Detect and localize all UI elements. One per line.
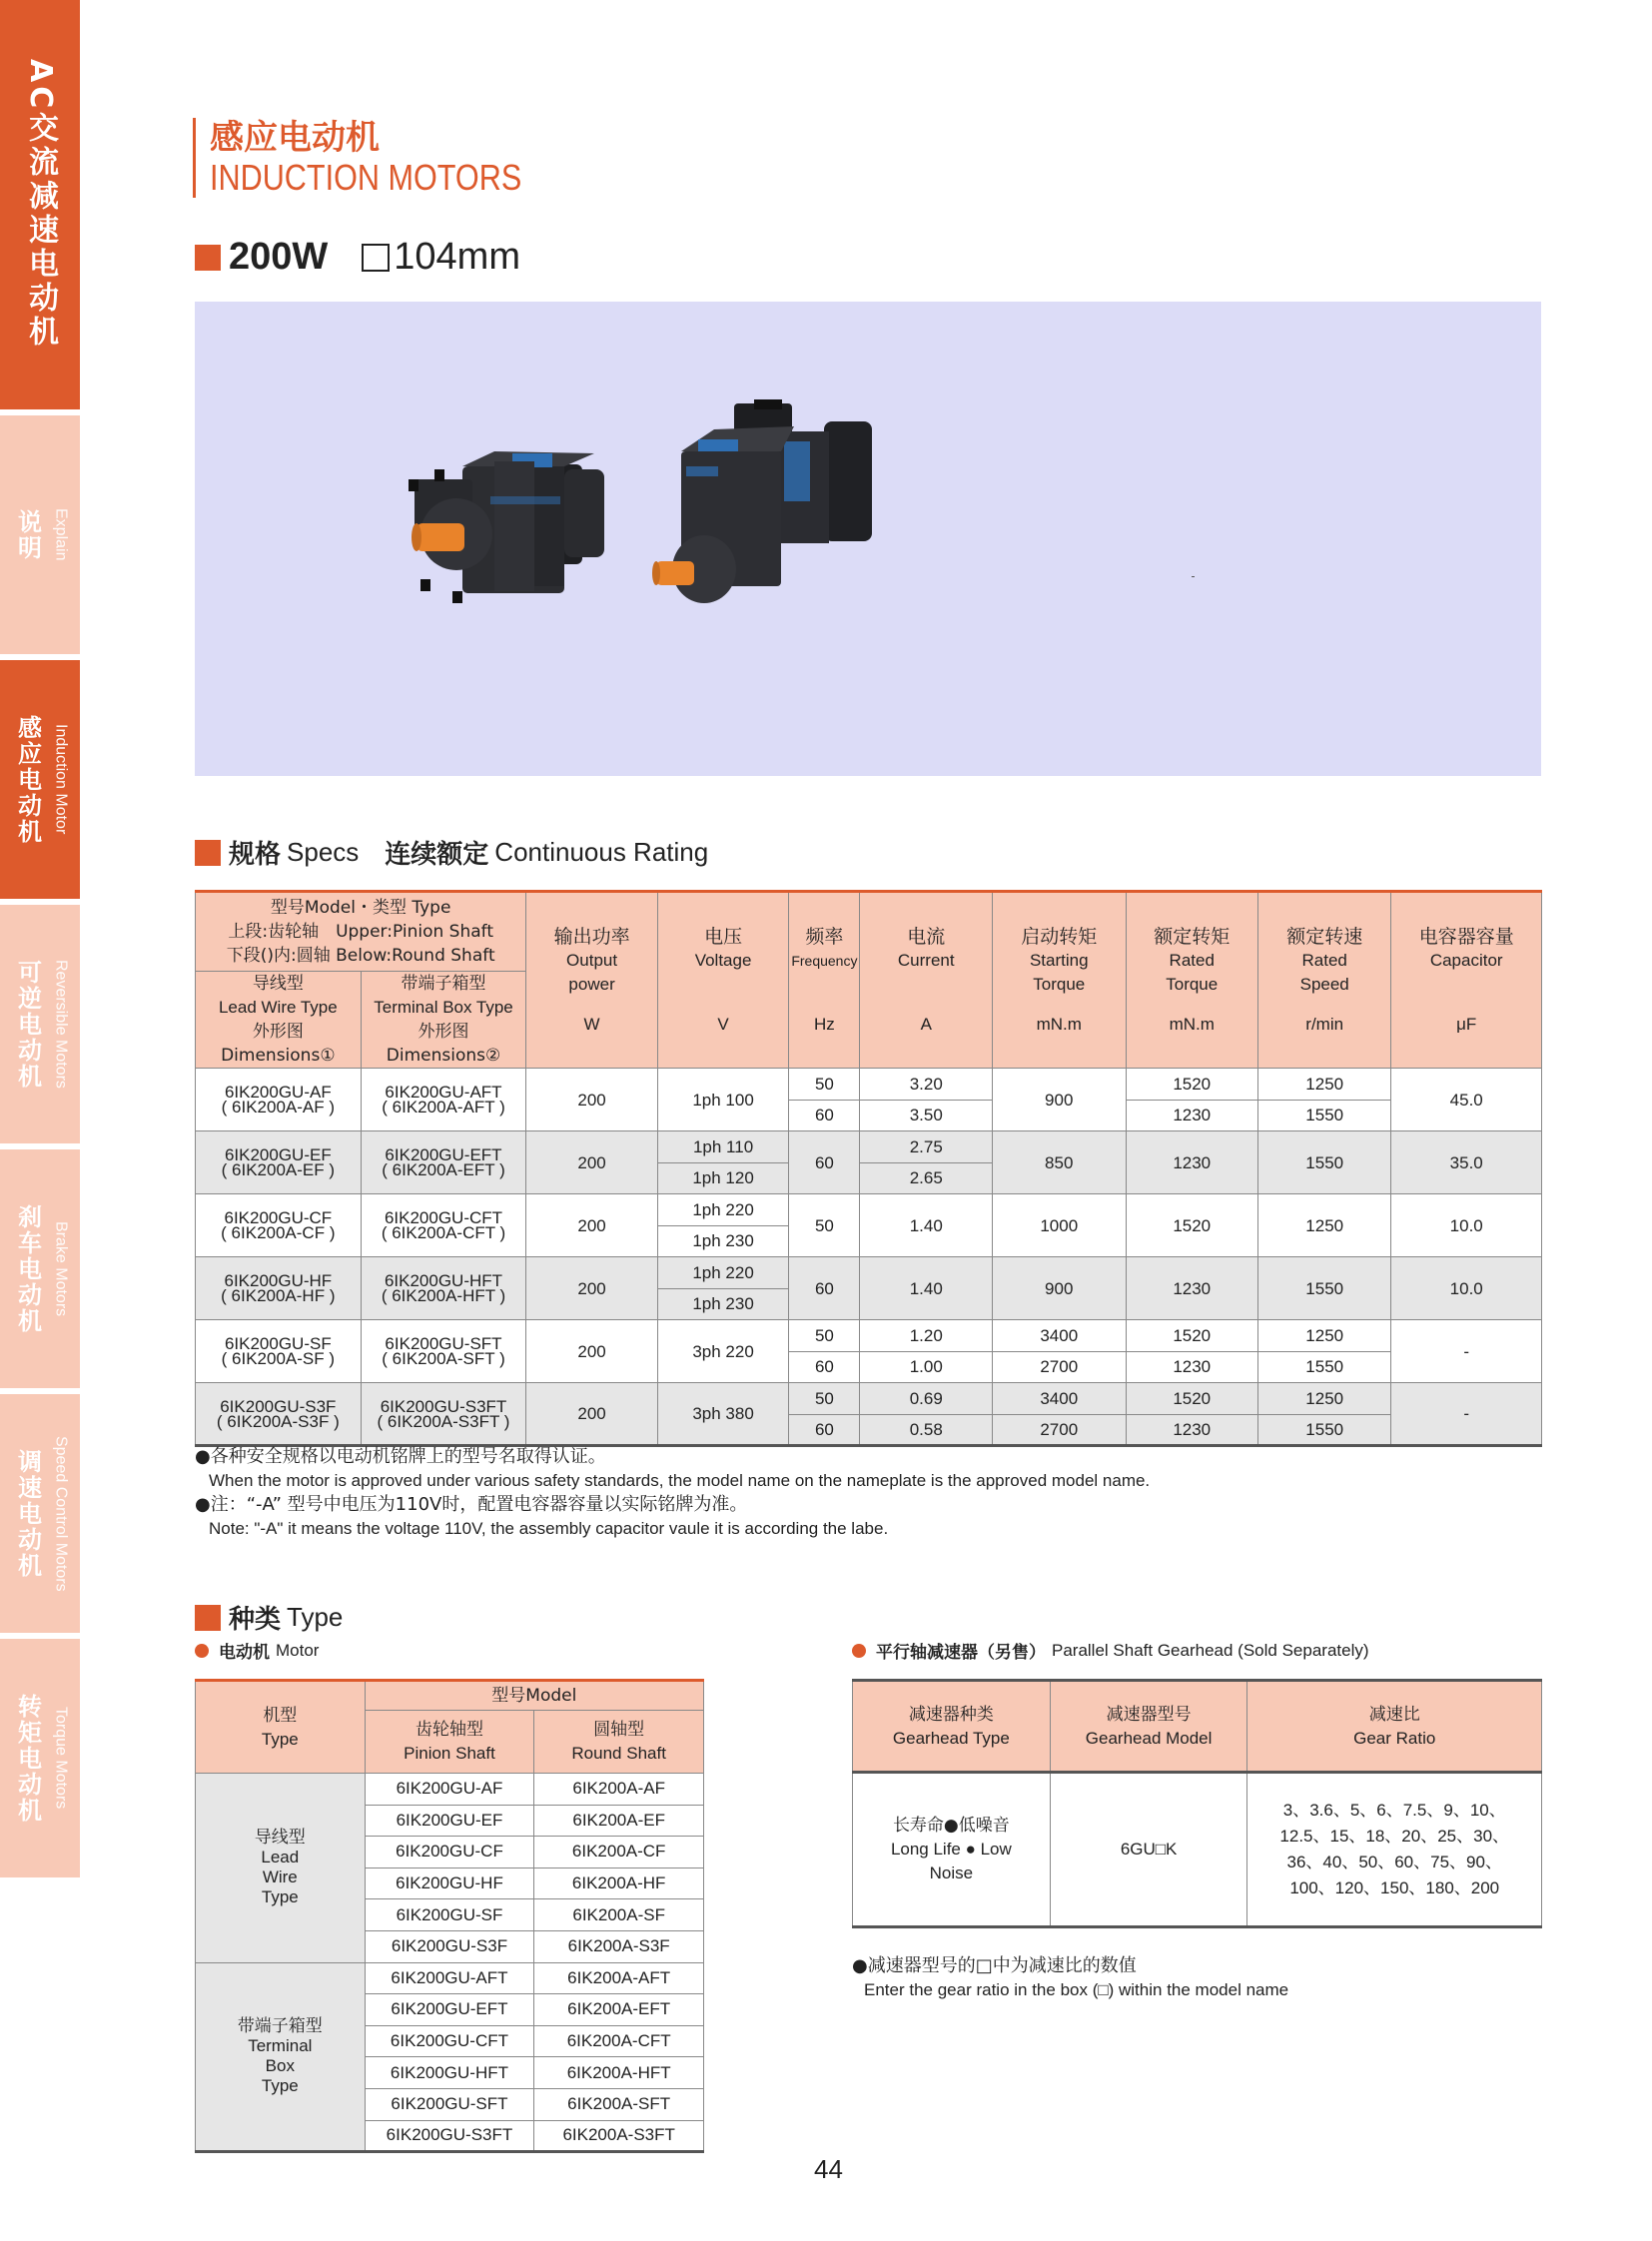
pinion-shaft-header: 齿轮轴型 Pinion Shaft — [365, 1711, 534, 1774]
table-row: 6IK200GU-SF 6IK200A-SF — [196, 1899, 704, 1931]
orange-square-marker — [195, 840, 221, 866]
table-row: 1ph 120 2.65 — [196, 1162, 1542, 1194]
type-header: 机型 Type — [196, 1681, 366, 1774]
model-spec-heading — [195, 236, 520, 279]
photo-dot — [1192, 576, 1195, 577]
table-row: 1ph 230 — [196, 1225, 1542, 1257]
gearhead-note: ●减速器型号的□中为减速比的数值 Enter the gear ratio in the box (□) within the model name — [852, 1955, 1289, 1999]
table-row: 6IK200GU-S3F ( 6IK200A-S3F ) 6IK200GU-S3FT ( 6IK200A-S3FT ) 200 3ph 380 50 0.69 3400 1520 1250 - — [196, 1383, 1542, 1415]
sidebar-item-torque-motors[interactable]: 转矩电动机 Torque Motors — [0, 1639, 80, 1877]
sidebar-item-induction-motor[interactable]: 感应电动机 Induction Motor — [0, 660, 80, 899]
starting-torque-header: 启动转矩 Starting Torque mN.m — [992, 892, 1126, 1069]
current-header: 电流 Current A — [860, 892, 993, 1069]
table-row: 6IK200GU-HFT 6IK200A-HFT — [196, 2057, 704, 2089]
round-shaft-header: 圆轴型 Round Shaft — [534, 1711, 704, 1774]
sidebar-item-reversible-motors[interactable]: 可逆电动机 Reversible Motors — [0, 905, 80, 1143]
sidebar-item-brake-motors[interactable]: 刹车电动机 Brake Motors — [0, 1149, 80, 1388]
sidebar-item-speed-control-motors[interactable]: 调速电动机 Speed Control Motors — [0, 1394, 80, 1633]
table-row: 导线型 Lead Wire Type 6IK200GU-AF 6IK200A-AF — [196, 1774, 704, 1806]
terminal-box-type-cell: 带端子箱型 Terminal Box Type — [196, 1962, 366, 2152]
terminal-box-motor-image — [652, 399, 872, 603]
page-title-cn: 感应电动机 — [210, 118, 380, 158]
capacitor-header: 电容器容量 Capacitor μF — [1391, 892, 1542, 1069]
lead-wire-type-header: 导线型 Lead Wire Type 外形图Dimensions① — [196, 972, 362, 1069]
model-header: 型号Model・类型 Type 上段:齿轮轴 Upper:Pinion Shaft 下段()内:圆轴 Below:Round Shaft — [196, 892, 526, 972]
table-row: 6IK200GU-EF 6IK200A-EF — [196, 1805, 704, 1837]
gearhead-model-header: 减速器型号 Gearhead Model — [1050, 1681, 1247, 1773]
frame-size: 104mm — [394, 236, 520, 278]
sidebar-item-explain[interactable]: 说明 Explain — [0, 415, 80, 654]
rated-speed-header: 额定转速 Rated Speed r/min — [1257, 892, 1390, 1069]
motor-images — [195, 302, 1541, 776]
type-section-heading: 种类 Type — [195, 1599, 343, 1636]
product-photo — [195, 302, 1541, 776]
page-header — [193, 118, 576, 198]
table-row: 6IK200GU-S3F 6IK200A-S3F — [196, 1930, 704, 1962]
table-row: 6IK200GU-CF ( 6IK200A-CF ) 6IK200GU-CFT ( 6IK200A-CFT ) 200 1ph 220 50 1.40 1000 1520 1250 10.0 — [196, 1194, 1542, 1226]
table-row: 6IK200GU-CFT 6IK200A-CFT — [196, 2025, 704, 2057]
lead-wire-type-cell: 导线型 Lead Wire Type — [196, 1774, 366, 1963]
lead-wire-motor-image — [409, 451, 604, 603]
table-row: 6IK200GU-S3FT 6IK200A-S3FT — [196, 2120, 704, 2152]
model-header: 型号Model — [365, 1681, 703, 1711]
table-row: 60 3.50 1230 1550 — [196, 1100, 1542, 1131]
table-row: 60 0.58 2700 1230 1550 — [196, 1414, 1542, 1446]
table-row: 6IK200GU-EF ( 6IK200A-EF ) 6IK200GU-EFT ( 6IK200A-EFT ) 200 1ph 110 60 2.75 850 1230 1550 35.0 — [196, 1131, 1542, 1163]
table-row: 6IK200GU-HF 6IK200A-HF — [196, 1868, 704, 1899]
frequency-header: 频率 Frequency Hz — [789, 892, 860, 1069]
terminal-box-type-header: 带端子箱型 Terminal Box Type 外形图Dimensions② — [361, 972, 526, 1069]
output-power-header: 输出功率 Output power W — [526, 892, 657, 1069]
table-row: 6IK200GU-AF ( 6IK200A-AF ) 6IK200GU-AFT ( 6IK200A-AFT ) 200 1ph 100 50 3.20 900 1520 1250 45.0 — [196, 1069, 1542, 1101]
page-number: 44 — [814, 2154, 843, 2184]
table-row: 60 1.00 2700 1230 1550 — [196, 1351, 1542, 1383]
table-row: 1ph 230 — [196, 1288, 1542, 1320]
gear-ratio-header: 减速比 Gear Ratio — [1247, 1681, 1542, 1773]
table-row: 6IK200GU-SF ( 6IK200A-SF ) 6IK200GU-SFT ( 6IK200A-SFT ) 200 3ph 220 50 1.20 3400 1520 1250 - — [196, 1320, 1542, 1352]
page-title-en: INDUCTION MOTORS — [210, 157, 522, 198]
table-row: 6IK200GU-EFT 6IK200A-EFT — [196, 1994, 704, 2026]
spec-table — [195, 890, 1542, 1447]
gearhead-type-cell: 长寿命●低噪音 Long Life ● Low Noise — [853, 1773, 1051, 1927]
gearhead-table — [852, 1679, 1542, 1928]
square-size-icon — [362, 244, 390, 272]
table-row: 6IK200GU-CF 6IK200A-CF — [196, 1837, 704, 1868]
gearhead-subheading: 平行轴减速器（另售） Parallel Shaft Gearhead (Sold Separately) — [852, 1638, 1369, 1663]
table-row — [853, 1773, 1542, 1927]
gear-ratio-cell: 3、3.6、5、6、7.5、9、10、 12.5、15、18、20、25、30、 36、40、50、60、75、90、 100、120、150、180、200 — [1247, 1773, 1542, 1927]
rated-torque-header: 额定转矩 Rated Torque mN.m — [1126, 892, 1257, 1069]
table-row: 带端子箱型 Terminal Box Type 6IK200GU-AFT 6IK200A-AFT — [196, 1962, 704, 1994]
orange-square-marker — [195, 245, 221, 271]
sidebar-main-tab[interactable]: AC交流减速电动机 — [0, 0, 80, 409]
spec-notes: ●各种安全规格以电动机铭牌上的型号名取得认证。 When the motor is approved under various safety standards, the model name on the nameplate is the approved model name. ●注：“-A” 型号中电压为110V时，配置电容器容量以实际铭牌为准。 Note: "-A" it means the voltage 110V, the assembly capacitor vaule it is according the labe. — [195, 1446, 1151, 1538]
motor-type-table — [195, 1679, 704, 2153]
table-row: 6IK200GU-SFT 6IK200A-SFT — [196, 2088, 704, 2120]
gearhead-type-header: 减速器种类 Gearhead Type — [853, 1681, 1051, 1773]
bullet-icon — [195, 1644, 209, 1658]
table-row: 6IK200GU-HF ( 6IK200A-HF ) 6IK200GU-HFT ( 6IK200A-HFT ) 200 1ph 220 60 1.40 900 1230 1550 10.0 — [196, 1257, 1542, 1289]
power-rating: 200W — [229, 236, 329, 278]
bullet-icon — [852, 1644, 866, 1658]
gearhead-model-cell: 6GU□K — [1050, 1773, 1247, 1927]
motor-subheading: 电动机 Motor — [195, 1638, 319, 1663]
voltage-header: 电压 Voltage V — [657, 892, 789, 1069]
orange-square-marker — [195, 1605, 221, 1631]
specs-section-heading: 规格 Specs 连续额定 Continuous Rating — [195, 834, 708, 871]
